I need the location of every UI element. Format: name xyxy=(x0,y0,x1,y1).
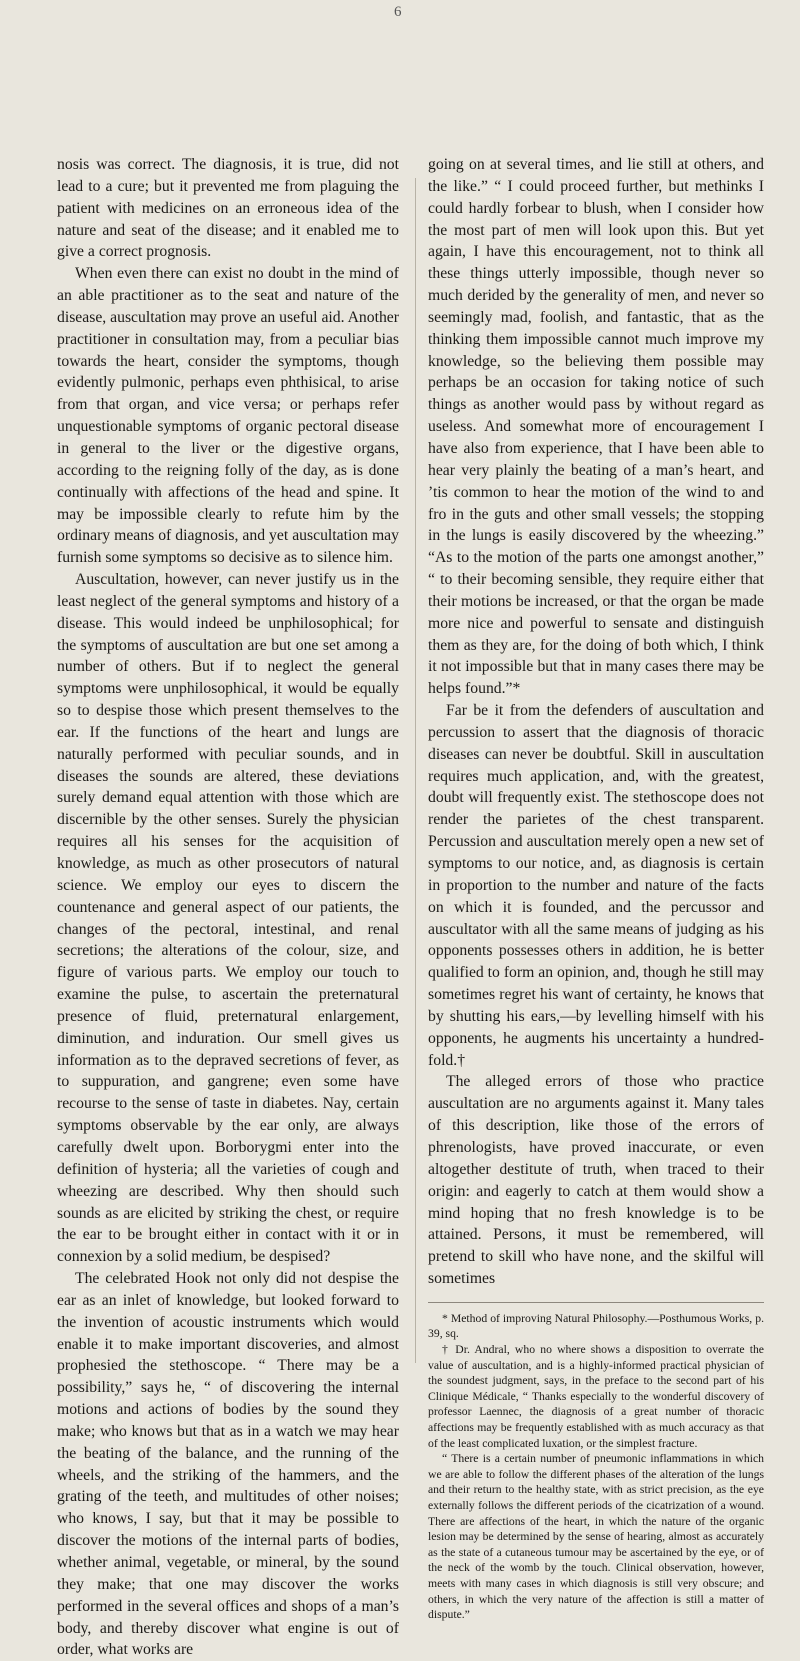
footnote-divider xyxy=(428,1302,764,1303)
column-divider xyxy=(415,178,416,1363)
paragraph: The alleged errors of those who practice auscultation are no arguments against it. Many tales of this description, like those of the errors of phrenologists, have proved inaccurate, or even altogether destitute of truth, when traced to their origin: and eagerly to catch at them would show a mind hoping that no fresh knowledge is to be attained. Persons, it must be remembered, will pretend to skill who have none, and the skilful will sometimes xyxy=(428,1073,764,1288)
paragraph: going on at several times, and lie still at others, and the like.” “ I could proceed further, but methinks I could hardly forbear to blush, when I consider how the most part of men will look upon this. But yet again, I have this encouragement, not to think all these things utterly impossible, though never so much derided by the generality of men, and never so seemingly mad, foolish, and fantastic, that as the thinking them impossible cannot much improve my knowledge, so the believing them possible may perhaps be an occasion for taking notice of such things as another would pass by without regard as useless. And somewhat more of encouragement I have also from experience, that I have been able to hear very plainly the beating of a man’s heart, and ’tis common to hear the motion of the wind to and fro in the guts and other small vessels; the stopping in the lungs is easily discovered by the wheezing.” “As to the motion of the parts one amongst another,” “ to their becoming sensible, they require either that their motions be increased, or that the organ be made more nice and powerful to sensate and distinguish them as they are, for the doing of both which, I think it not impossible but that in many cases there may be helps found.”* xyxy=(428,156,764,698)
left-column xyxy=(57,154,399,1661)
paragraph: nosis was correct. The diagnosis, it is true, did not lead to a cure; but it prevented me from plaguing the patient with medicines on an erroneous idea of the nature and seat of the disease; and it enabled me to give a correct prognosis. xyxy=(57,156,399,261)
footnote: † Dr. Andral, who no where shows a disposition to overrate the value of auscultation, and is a highly-informed practical physician of the soundest judgment, says, in the preface to the second part of his Clinique Médicale, “ Thanks especially to the wonderful discovery of professor Laennec, the diagnosis of a great number of thoracic affections may be frequently established with as much accuracy as that of the least complicated luxation, or the simplest fracture. xyxy=(428,1343,764,1450)
paragraph: When even there can exist no doubt in the mind of an able practitioner as to the seat and nature of the disease, auscultation may prove an useful aid. Another practitioner in consultation may, from a peculiar bias towards the heart, consider the symptoms, though evidently pulmonic, perhaps even phthisical, to arise from that organ, and vice versa; or perhaps refer unquestionable symptoms of organic pectoral disease in general to the liver or the digestive organs, according to the reigning folly of the day, as is done continually with affections of the head and spine. It may be impossible clearly to refute him by the ordinary means of diagnosis, and yet auscultation may furnish some symptoms so decisive as to silence him. xyxy=(57,265,399,567)
paragraph: Auscultation, however, can never justify us in the least neglect of the general symptoms and history of a disease. This would indeed be unphilosophical; for the symptoms of auscultation are but one set among a number of others. But if to neglect the general symptoms were unphilosophical, it would be equally so to despise those which present themselves to the ear. If the functions of the heart and lungs are naturally performed with peculiar sounds, and in diseases the sounds are altered, these deviations surely demand equal attention with those which are discernible by the other senses. Surely the physician requires all his senses for the acquisition of knowledge, as much as other prosecutors of natural science. We employ our eyes to discern the countenance and general aspect of our patients, the changes of the pectoral, intestinal, and renal secretions; the alterations of the colour, size, and figure of various parts. We employ our touch to examine the pulse, to ascertain the preternatural presence of fluid, preternatural enlargement, diminution, and induration. Our smell gives us information as to the depraved secretions of fever, as to suppuration, and gangrene; even some have recourse to the sense of taste in diabetes. Nay, certain symptoms observable by the ear only, are always carefully dwelt upon. Borborygmi enter into the definition of hysteria; all the varieties of cough and wheezing are described. Why then should such sounds as are elicited by striking the chest, or require the ear to be brought either in contact with it or in connexion by a solid medium, be despised? xyxy=(57,571,399,1266)
paragraph: Far be it from the defenders of auscultation and percussion to assert that the diagnosis of thoracic diseases can never be doubtful. Skill in auscultation requires much application, and, with the greatest, doubt will frequently exist. The stethoscope does not render the parietes of the chest transparent. Percussion and auscultation merely open a new set of symptoms to our notice, and, as diagnosis is certain in proportion to the number and nature of the facts on which it is founded, and the percussor and auscultator with all the same means of judging as his opponents possesses others in addition, he is better qualified to form an opinion, and, though he still may sometimes regret his want of certainty, he knows that by shutting his ears,—by levelling himself with his opponents, he augments his uncertainty a hundred-fold.† xyxy=(428,702,764,1069)
footnote: “ There is a certain number of pneumonic inflammations in which we are able to follow the different phases of the alteration of the lungs and their return to the healthy state, with as strict precision, as the eye externally follows the different periods of the cicatrization of a wound. There are affections of the heart, in which the nature of the organic lesion may be determined by the sense of hearing, almost as accurately as the state of a cutaneous tumour may be ascertained by the eye, or of the neck of the womb by the touch. Clinical observation, however, meets with many cases in which diagnosis is still very obscure; and others, in which the very nature of the affection is still a matter of dispute.” xyxy=(428,1452,764,1622)
paragraph: The celebrated Hook not only did not despise the ear as an inlet of knowledge, but looked forward to the invention of acoustic instruments which would enable it to make important discoveries, and almost prophesied the stethoscope. “ There may be a possibility,” says he, “ of discovering the internal motions and actions of bodies by the sound they make; who knows but that as in a watch we may hear the beating of the balance, and the running of the wheels, and the striking of the hammers, and the grating of the teeth, and multitudes of other noises; who knows, I say, but that it may be possible to discover the motions of the internal parts of bodies, whether animal, vegetable, or mineral, by the sound they make; that one may discover the works performed in the several offices and shops of a man’s body, and thereby discover what engine is out of order, what works are xyxy=(57,1270,399,1659)
footnote: * Method of improving Natural Philosophy.—Posthumous Works, p. 39, sq. xyxy=(428,1311,764,1341)
page-number: 6 xyxy=(394,4,402,20)
right-column xyxy=(428,154,764,1623)
